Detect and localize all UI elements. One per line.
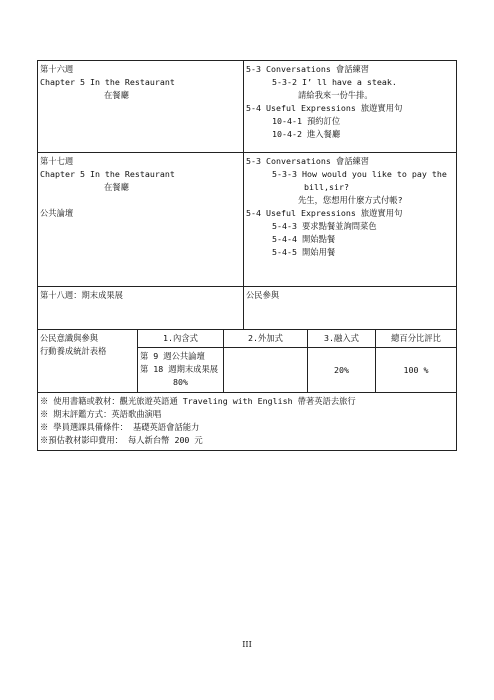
stats-col-integrated: 3.融入式 xyxy=(308,330,376,348)
week16-subtitle: 在餐廳 xyxy=(104,90,129,100)
week18-civic: 公民參與 xyxy=(246,290,280,300)
week16-row xyxy=(38,61,457,153)
week18-row xyxy=(38,287,457,330)
week17-line-4: 先生，您想用什麼方式付帳? xyxy=(298,195,403,205)
week17-line-7: 5-4-4 開始點餐 xyxy=(272,234,336,244)
stats-col-added: 2.外加式 xyxy=(224,330,308,348)
week16-right-cell xyxy=(244,61,457,153)
week17-line-8: 5-4-5 開始用餐 xyxy=(272,247,336,257)
stats-label-1: 公民意識與參與 xyxy=(40,333,99,343)
notes-row xyxy=(38,393,457,451)
stats-val-total: 100 % xyxy=(376,348,457,393)
week16-line-6: 10-4-2 進入餐廳 xyxy=(272,129,341,139)
stats-val1-a: 第 9 週公共論壇 xyxy=(140,351,205,361)
stats-val-integrated: 20% xyxy=(308,348,376,393)
course-schedule-table xyxy=(37,60,457,451)
week17-title: 第十七週 xyxy=(40,156,74,166)
week16-left-cell xyxy=(38,61,244,153)
notes-cell xyxy=(38,393,457,451)
stats-val1-b: 第 18 週期末成果展 xyxy=(140,364,219,374)
week16-title: 第十六週 xyxy=(40,64,74,74)
stats-val-embedded xyxy=(138,348,224,393)
week16-chapter: Chapter 5 In the Restaurant xyxy=(40,77,175,87)
week16-line-4: 5-4 Useful Expressions 旅遊實用句 xyxy=(246,103,403,113)
note-evaluation: ※ 期末評鑑方式：英語歌曲演唱 xyxy=(40,409,162,419)
week16-line-3: 請給我來一份牛排。 xyxy=(298,90,373,100)
week17-line-3: bill,sir? xyxy=(304,182,349,192)
week16-line-2: 5-3-2 I’ ll have a steak. xyxy=(272,77,397,87)
week16-line-5: 10-4-1 預約訂位 xyxy=(272,116,341,126)
stats-val1-c: 80% xyxy=(173,377,188,387)
week17-line-2: 5-3-3 How would you like to pay the xyxy=(272,169,447,179)
note-fee: ※預估教材影印費用： 每人新台幣 200 元 xyxy=(40,435,203,445)
week16-line-1: 5-3 Conversations 會話練習 xyxy=(246,64,370,74)
note-textbook: ※ 使用書籍或教材：觀光旅遊英語通 Traveling with English 帶著英語去旅行 xyxy=(40,396,356,406)
week17-line-5: 5-4 Useful Expressions 旅遊實用句 xyxy=(246,208,403,218)
week17-subtitle: 在餐廳 xyxy=(104,182,129,192)
stats-row-label xyxy=(38,330,138,393)
week17-row xyxy=(38,153,457,287)
week18-left-cell xyxy=(38,287,244,330)
stats-col-embedded: 1.內含式 xyxy=(138,330,224,348)
week17-line-1: 5-3 Conversations 會話練習 xyxy=(246,156,370,166)
week17-line-6: 5-4-3 要求點餐並詢問菜色 xyxy=(272,221,377,231)
stats-label-2: 行動養成統計表格 xyxy=(40,346,107,356)
stats-col-total: 總百分比評比 xyxy=(376,330,457,348)
stats-val-added xyxy=(224,348,308,393)
page-number: III xyxy=(242,640,252,649)
note-prerequisite: ※ 學員選課具備條件： 基礎英語會話能力 xyxy=(40,422,200,432)
stats-header-row xyxy=(38,330,457,348)
week17-chapter: Chapter 5 In the Restaurant xyxy=(40,169,175,179)
week17-forum: 公共論壇 xyxy=(40,208,74,218)
week18-right-cell xyxy=(244,287,457,330)
week18-title: 第十八週：期末成果展 xyxy=(40,290,123,300)
week17-right-cell xyxy=(244,153,457,287)
week17-left-cell xyxy=(38,153,244,287)
